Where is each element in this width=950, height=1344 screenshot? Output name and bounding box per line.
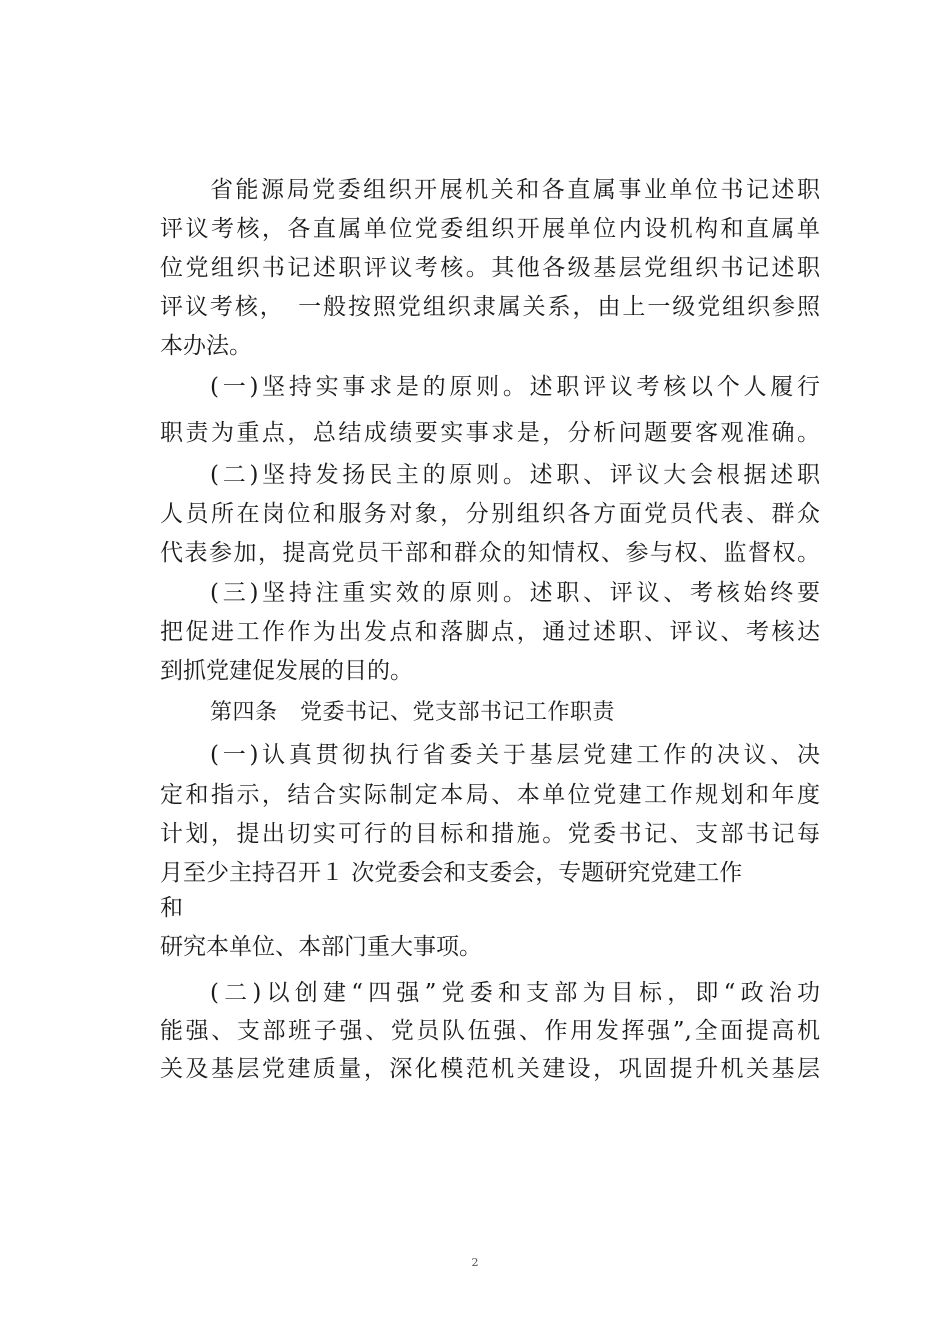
- text-line: 本办法。: [160, 333, 252, 359]
- text-line: 把促进工作作为出发点和落脚点，通过述职、评议、考核达: [160, 619, 820, 645]
- text-line: 评议考核， 一般按照党组织隶属关系，由上一级党组织参照: [160, 294, 820, 320]
- text-line: (二)以创建“四强”党委和支部为目标，即“政治功: [210, 980, 820, 1006]
- text-line: 职责为重点，总结成绩要实事求是，分析问题要客观准确。: [160, 420, 820, 446]
- page-number: 2: [471, 1256, 479, 1269]
- text-line: 评议考核，各直属单位党委组织开展单位内设机构和直属单: [160, 216, 820, 242]
- text-line: 代表参加，提高党员干部和群众的知情权、参与权、监督权。: [160, 540, 820, 566]
- text-line: (二)坚持发扬民主的原则。述职、评议大会根据述职: [210, 462, 820, 488]
- text-line: (三)坚持注重实效的原则。述职、评议、考核始终要: [210, 580, 820, 606]
- text-line: 能强、支部班子强、党员队伍强、作用发挥强”,全面提高机: [160, 1018, 820, 1044]
- text-line: 位党组织书记述职评议考核。其他各级基层党组织书记述职: [160, 255, 820, 281]
- text-line: 关及基层党建质量，深化模范机关建设，巩固提升机关基层: [160, 1056, 820, 1082]
- text-line: 研究本单位、本部门重大事项。: [160, 934, 482, 960]
- text-line: 和: [160, 895, 183, 921]
- text-line: 人员所在岗位和服务对象，分别组织各方面党员代表、群众: [160, 501, 820, 527]
- text-line: 省能源局党委组织开展机关和各直属事业单位书记述职: [210, 177, 820, 203]
- text-line: 到抓党建促发展的目的。: [160, 658, 413, 684]
- text-line: 定和指示，结合实际制定本局、本单位党建工作规划和年度: [160, 782, 820, 808]
- text-line: 计划，提出切实可行的目标和措施。党委书记、支部书记每: [160, 821, 820, 847]
- text-line: (一)认真贯彻执行省委关于基层党建工作的决议、决: [210, 742, 820, 768]
- text-line: (一)坚持实事求是的原则。述职评议考核以个人履行: [210, 374, 820, 400]
- section-heading: 第四条 党委书记、党支部书记工作职责: [210, 700, 616, 725]
- text-line: 月至少主持召开１ 次党委会和支委会，专题研究党建工作: [160, 860, 743, 886]
